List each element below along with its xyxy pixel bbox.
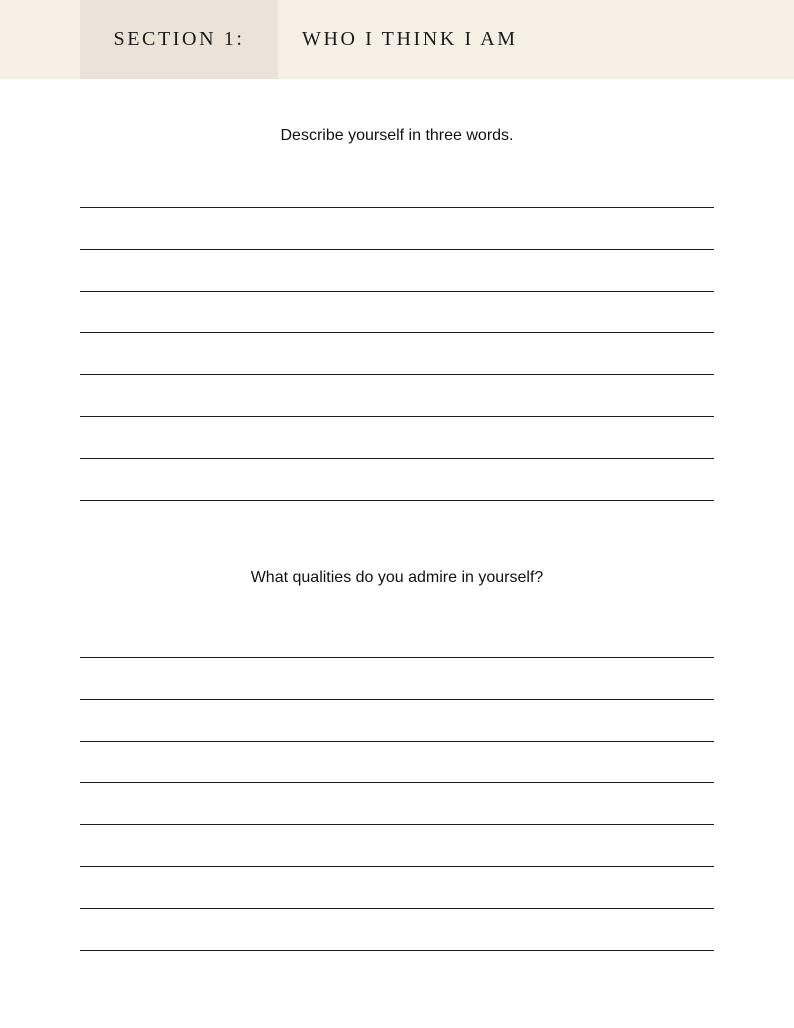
answer-line[interactable]: [80, 782, 714, 783]
answer-line[interactable]: [80, 374, 714, 375]
answer-line[interactable]: [80, 908, 714, 909]
answer-line[interactable]: [80, 249, 714, 250]
answer-line[interactable]: [80, 741, 714, 742]
question-prompt-1: Describe yourself in three words.: [280, 127, 514, 144]
answer-line[interactable]: [80, 950, 714, 951]
answer-line[interactable]: [80, 699, 714, 700]
answer-line[interactable]: [80, 416, 714, 417]
answer-line[interactable]: [80, 332, 714, 333]
answer-line[interactable]: [80, 866, 714, 867]
section-label: SECTION 1:: [113, 28, 245, 50]
section-number-box: [80, 0, 278, 79]
answer-line[interactable]: [80, 824, 714, 825]
answer-line[interactable]: [80, 207, 714, 208]
answer-line[interactable]: [80, 500, 714, 501]
answer-line[interactable]: [80, 291, 714, 292]
answer-line[interactable]: [80, 657, 714, 658]
question-prompt-2: What qualities do you admire in yourself?: [250, 569, 544, 586]
section-title: WHO I THINK I AM: [302, 28, 518, 50]
answer-line[interactable]: [80, 458, 714, 459]
